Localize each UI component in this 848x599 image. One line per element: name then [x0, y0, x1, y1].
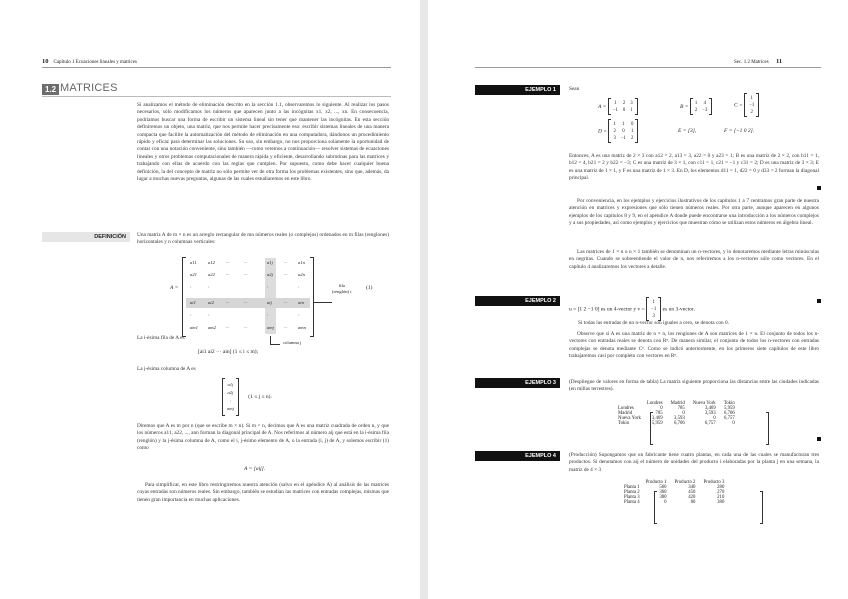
distance-table-cell: 6,706: [673, 421, 685, 426]
example2-u-text: u = [1 2 −1 0] es un 4-vector y v =: [569, 306, 645, 313]
matrix-cell: ···: [284, 272, 288, 277]
matrix-cell: ···: [284, 300, 288, 305]
matrix-cell: ···: [284, 260, 288, 265]
production-table-row-label: Planta 4: [624, 500, 640, 505]
distance-table: [614, 401, 739, 426]
aij-formula: A = [aij].: [244, 466, 266, 472]
matrix-D-entry: 0: [630, 121, 634, 127]
production-table-cell: 560: [659, 485, 667, 490]
production-table-cell: 380: [659, 495, 667, 500]
production-table-right-bracket: [760, 491, 763, 524]
definition-text: Una matriz A de m × n es un arreglo rectangular de mn números reales (o complejos) ordenados en m filas (renglones) horizontales y n columnas verticales:: [137, 232, 389, 246]
jth-col-range: (1 ≤ j ≤ n).: [248, 394, 272, 401]
matrix-cell: ···: [226, 300, 230, 305]
production-table-cell: 270: [717, 490, 725, 495]
matrix-cell: aij: [267, 300, 272, 305]
second-paragraph: Diremos que A es m por n (que se escribe m × n). Si m = n, decimos que A es una matriz cuadrada de orden n, y que los números a11, a22, ..., ann forman la diagonal principal de A. Nos referimos al número aij que está en la i-ésima fila (renglón) y la j-ésima columna de A, como el i, j-ésimo elemento de A, o la entrada (i, j) de A, y solemos escribir (1) como: [137, 423, 389, 452]
example3-text: (Despliegue de valores en forma de tabla) La matriz siguiente proporciona las distancias entre las ciudades indicadas (en millas terrestres).: [569, 379, 819, 393]
section-number: 1.2: [42, 84, 59, 95]
matrix-right-bracket: [310, 257, 314, 337]
row-annotation-line1: fila: [338, 283, 345, 288]
matrix-cell: ···: [244, 325, 248, 330]
matrix-cell: a22: [208, 272, 215, 277]
third-paragraph: Para simplificar, en este libro restringiremos nuestra atención (salvo en el apéndice A) al análisis de las matrices cuyas entradas son números reales. Sin embargo, también se estudian las matrices con entradas complejas, mismas que tienen gran importancia en muchas aplicaciones.: [137, 482, 389, 503]
production-table: [620, 480, 728, 505]
production-table-cell: 450: [688, 490, 696, 495]
distance-table-cell: 785: [677, 406, 685, 411]
matrix-A-entries: [611, 99, 635, 115]
distance-table-column-header: Londres: [646, 401, 663, 406]
matrix-cell: :: [298, 284, 300, 289]
jth-col-entries: [225, 380, 236, 414]
production-table-row-label: Planta 3: [624, 495, 640, 500]
distance-table-cell: 0: [713, 416, 716, 421]
matrix-A-name: A =: [598, 103, 607, 110]
example2-formula: [569, 297, 695, 321]
distance-table-column-header: Tokio: [723, 401, 735, 406]
production-table-column-header: Producto 1: [645, 480, 667, 485]
distance-table-cell: 0: [660, 406, 663, 411]
matrix-left-bracket: [182, 257, 186, 337]
highlighted-row: [186, 298, 310, 308]
matrix-B-entry: 2: [694, 107, 698, 113]
matrix-A-entry: −1: [612, 107, 618, 113]
distance-table-cell: 3,593: [673, 416, 685, 421]
matrix-cell: amj: [267, 325, 274, 330]
production-table-left-bracket: [654, 491, 657, 524]
distance-table-row-label: Londres: [618, 406, 634, 411]
matrix-cell: ···: [244, 260, 248, 265]
example2-label: EJEMPLO 2: [475, 296, 560, 306]
jth-col-vector: [222, 378, 272, 416]
matrix-cell: :: [298, 312, 300, 317]
matrix-cell: :: [208, 312, 210, 317]
jth-col-entry: amj: [227, 406, 234, 411]
matrix-F: F = [−1 0 2].: [724, 128, 755, 134]
matrix-cell: ···: [226, 325, 230, 330]
distance-table-cell: 5,959: [724, 406, 735, 411]
production-table-column-header: Producto 3: [703, 480, 725, 485]
matrix-C: [734, 93, 759, 117]
matrix-cell: ai2: [208, 300, 214, 305]
column-annotation: columna j: [283, 340, 302, 345]
distance-table-right-bracket: [766, 412, 769, 445]
production-table-cell: 340: [688, 485, 696, 490]
matrix-A-entry: 3: [630, 100, 633, 106]
example2-v-text: es un 3-vector.: [662, 306, 695, 313]
highlighted-column: [265, 258, 276, 334]
matrix-B-name: B =: [680, 103, 689, 110]
matrix-D-entry: 2: [630, 135, 634, 141]
matrix-cell: amn: [298, 325, 306, 330]
matrix-D-name: D =: [598, 128, 608, 135]
matrix-A-entry: 2: [622, 100, 626, 106]
matrix-cell: ···: [284, 325, 288, 330]
right-section-title: Sec. 1.2 Matrices: [734, 60, 769, 65]
distance-table-row-label: Nueva York: [618, 416, 641, 421]
distance-table-cell: 0: [732, 421, 735, 426]
right-page-number: 11: [775, 58, 783, 65]
matrix-E: E = [3],: [678, 128, 697, 134]
left-page: [0, 0, 420, 599]
jth-col-right-bracket: [236, 378, 239, 416]
jth-col-entry: a1j: [227, 382, 234, 387]
matrix-cell: :: [267, 284, 269, 289]
production-table-row-label: Planta 1: [624, 485, 640, 490]
matrix-B: [680, 98, 712, 115]
matrix-cell: a12: [208, 260, 215, 265]
matrix-cell: a21: [190, 272, 197, 277]
production-table-cell: 0: [664, 500, 667, 505]
production-table-cell: 420: [688, 495, 696, 500]
production-table-row-label: Planta 2: [624, 490, 640, 495]
distance-table-cell: 0: [682, 411, 685, 416]
example1-label: EJEMPLO 1: [475, 85, 560, 95]
jth-col-text: La j-ésima columna de A es: [137, 366, 196, 372]
matrix-cell: :: [208, 284, 210, 289]
distance-table-column-header: Nueva York: [692, 401, 716, 406]
right-page: [428, 0, 848, 599]
right-header: [734, 58, 787, 65]
vector-v-entry: 1: [652, 299, 655, 305]
matrix-A-label: A =: [170, 285, 179, 291]
production-table-cell: 210: [717, 495, 725, 500]
column-arrow-tail: [270, 344, 280, 345]
matrix-D-entry: 1: [613, 121, 616, 127]
matrix-cell: am1: [190, 325, 198, 330]
production-table-row: [620, 500, 728, 505]
zero-vector-text: Si todas las entradas de un n-vector son iguales a cero, se denota con 0.: [578, 320, 729, 326]
distance-table-cell: 3,469: [704, 406, 716, 411]
matrix-D-entry: 2: [613, 128, 616, 134]
matrix-C-entry: −1: [749, 102, 755, 108]
example4-text: (Producción) Supongamos que un fabricante tiene cuatro plantas, en cada una de las cuales se manufacturan tres productos. Si denotamos con aij el número de unidades del producto i elaboradas por la planta j en una semana, la matriz de 4 × 3: [569, 452, 819, 473]
vectors-paragraph: Las matrices de 1 × n o n × 1 también se denominan un n-vectores, y lo denotaremos mediante letras minúsculas en negritas. Cuando se sobreentiende el valor de n, nos referiremos a los n-vectores sólo como vectores. En el capítulo 4 analizaremos los vectores a detalle.: [569, 249, 819, 270]
distance-table-column-header: Madrid: [670, 401, 685, 406]
matrix-D-entry: 1: [630, 128, 634, 134]
example2-end-mark: [817, 299, 821, 303]
matrix-D-entry: 3: [613, 135, 616, 141]
definition-label: DEFINICIÓN: [42, 232, 130, 242]
convenience-paragraph: Por conveniencia, en los ejemplos y ejercicios ilustrativos de los capítulos 1 a 7 centramos gran parte de nuestra atención en matrices y expresiones que sólo tienen números reales. Por otra parte, aunque aparecen en algunos ejemplos de los capítulos 8 y 9, en el apéndice A donde puede encontrarse una introducción a los números complejos y a sus propiedades, así como ejemplos y ejercicios que muestran cómo se utilizan estos números en álgebra lineal.: [569, 198, 819, 227]
matrix-cell: ···: [226, 272, 230, 277]
row-annotation-line2: (renglón) i: [332, 288, 352, 294]
distance-table-row-label: Tokio: [618, 421, 630, 426]
distance-table-cell: 6,706: [724, 411, 735, 416]
matrix-cell: a11: [190, 260, 197, 265]
matrix-C-entry: 2: [750, 109, 753, 115]
ith-row-formula: [ai1 ai2 ··· ain] (1 ≤ i ≤ m);: [198, 349, 259, 355]
section-title: MATRICES: [60, 82, 118, 94]
example3-label: EJEMPLO 3: [475, 378, 560, 388]
general-matrix: [182, 257, 326, 337]
production-table-column-header: Producto 2: [674, 480, 696, 485]
matrix-C-entries: [747, 94, 756, 117]
vector-v-entry: 3: [652, 313, 655, 319]
matrix-D-entry: 1: [622, 121, 625, 127]
matrix-cell: am2: [208, 325, 216, 330]
matrix-B-entries: [693, 99, 710, 115]
distance-table-cell: 3,593: [704, 411, 716, 416]
equation-number: (1): [366, 285, 373, 291]
distance-table-cell: 6,757: [724, 416, 735, 421]
left-chapter-title: Capítulo 1 Ecuaciones lineales y matrices: [53, 60, 137, 65]
rn-paragraph: Observe que si A es una matriz de n × n, los renglones de A son matrices de 1 × n. El conjunto de todos los n-vectores con entradas reales se denota con Rⁿ. De manera similar, el conjunto de todos los n-vectores con entradas complejas se denota mediante Cⁿ. Como se indicó anteriormente, en los primeros siete capítulos de este libro trabajaremos casi por completo con vectores en Rⁿ.: [569, 331, 819, 360]
matrix-D-entry: −1: [620, 135, 626, 141]
matrix-cell: ain: [298, 300, 304, 305]
matrix-cell: a2n: [298, 272, 305, 277]
section-rule: [42, 96, 391, 97]
matrix-A-entry: 0: [622, 107, 626, 113]
matrix-cell: :: [190, 284, 192, 289]
matrix-cell: a1n: [298, 260, 305, 265]
example2-v-entries: [649, 298, 658, 321]
matrix-D: [598, 119, 638, 143]
matrix-cell: ···: [226, 260, 230, 265]
distance-table-cell: 785: [655, 411, 663, 416]
example1-text: Entonces, A es una matriz de 2 × 3 con a12 = 2, a13 = 3, a22 = 0 y a23 = 1; B es una matriz de 2 × 2, con b11 = 1, b12 = 4, b21 = 2 y b22 = −3; C es una matriz de 3 × 1, con c11 = 1, c21 = −1 y c31 = 2; D es una matriz de 3 × 3; E es una matriz de 1 × 1, y F es una matriz de 1 × 3. En D, los elementos d11 = 1, d22 = 0 y d33 = 2 forman la diagonal principal.: [569, 153, 819, 182]
distance-table-row-label: Madrid: [618, 411, 633, 416]
matrix-C-entry: 1: [750, 95, 753, 101]
vector-v-entry: −1: [651, 306, 657, 312]
matrix-C-name: C =: [734, 102, 743, 109]
matrix-cell: :: [267, 312, 269, 317]
jth-col-entry: :: [229, 398, 232, 403]
example1-sean: Sean: [569, 86, 580, 92]
matrix-cell: ···: [244, 300, 248, 305]
matrix-cell: :: [190, 312, 192, 317]
distance-table-cell: 3,469: [651, 416, 663, 421]
row-annotation: [332, 283, 352, 294]
production-table-cell: 80: [690, 500, 696, 505]
matrix-D-entries: [611, 120, 635, 143]
distance-table-cell: 6,757: [704, 421, 716, 426]
right-header-rule: [475, 67, 821, 68]
distance-table-cell: 5,959: [651, 421, 663, 426]
matrix-cell: ···: [244, 272, 248, 277]
matrix-cell: a2j: [267, 272, 273, 277]
distance-table-left-bracket: [650, 412, 653, 445]
matrix-B-entry: 1: [694, 100, 698, 106]
matrix-B-entry: −3: [702, 107, 708, 113]
distance-table-row: [614, 421, 739, 426]
matrix-A: [598, 98, 638, 115]
matrix-A-entry: 1: [630, 107, 633, 113]
left-header: [42, 58, 137, 65]
matrix-cell: ai1: [190, 300, 196, 305]
left-header-rule: [42, 67, 391, 68]
example1-end-mark: [817, 186, 821, 190]
example4-label: EJEMPLO 4: [475, 451, 560, 461]
example3-end-mark: [817, 437, 821, 441]
production-table-cell: 380: [717, 500, 725, 505]
jth-col-entry: a2j: [227, 390, 234, 395]
ith-row-text: La i-ésima fila de A es: [137, 335, 185, 341]
matrix-B-entry: 4: [703, 100, 706, 106]
production-table-cell: 360: [659, 490, 667, 495]
page-gutter: [420, 0, 428, 599]
matrix-A-entry: 1: [614, 100, 617, 106]
production-table-cell: 280: [717, 485, 725, 490]
matrix-D-entry: 0: [622, 128, 625, 134]
matrix-cell: a1j: [267, 260, 273, 265]
intro-paragraph: Si analizamos el método de eliminación descrito en la sección 1.1, observaremos lo siguiente. Al realizar los pasos necesarios, sólo modificamos los números que aparecen junto a las incógnitas x1, x2, ..., xn. En consecuencia, podríamos buscar una forma de escribir un sistema lineal sin tener que mantener las incógnitas. En esta sección definiremos un objeto, una matriz, que nos permite hacer precisamente eso: escribir sistemas lineales de una manera compacta que facilite la automatización del método de eliminación en una computadora, dándonos un procedimiento rápido y eficaz para determinar las soluciones. Su uso, sin embargo, no nos proporciona solamente la oportunidad de contar con una notación conveniente, sino también —como veremos a continuación— resolver sistemas de ecuaciones lineales y otros problemas computacionales de manera rápida y eficiente, desarrollando subrutinas para las matrices y trabajando con ellas de acuerdo con las reglas que cumplen. Por supuesto, como debe hacer cualquier buena definición, la del concepto de matriz no sólo permite ver de otra forma los problemas existentes, sino que, además, da lugar a muchas nuevas preguntas, algunas de las cuales estudiaremos en este libro.: [137, 102, 389, 183]
row-arrow: [314, 302, 332, 303]
left-page-number: 10: [42, 58, 49, 65]
